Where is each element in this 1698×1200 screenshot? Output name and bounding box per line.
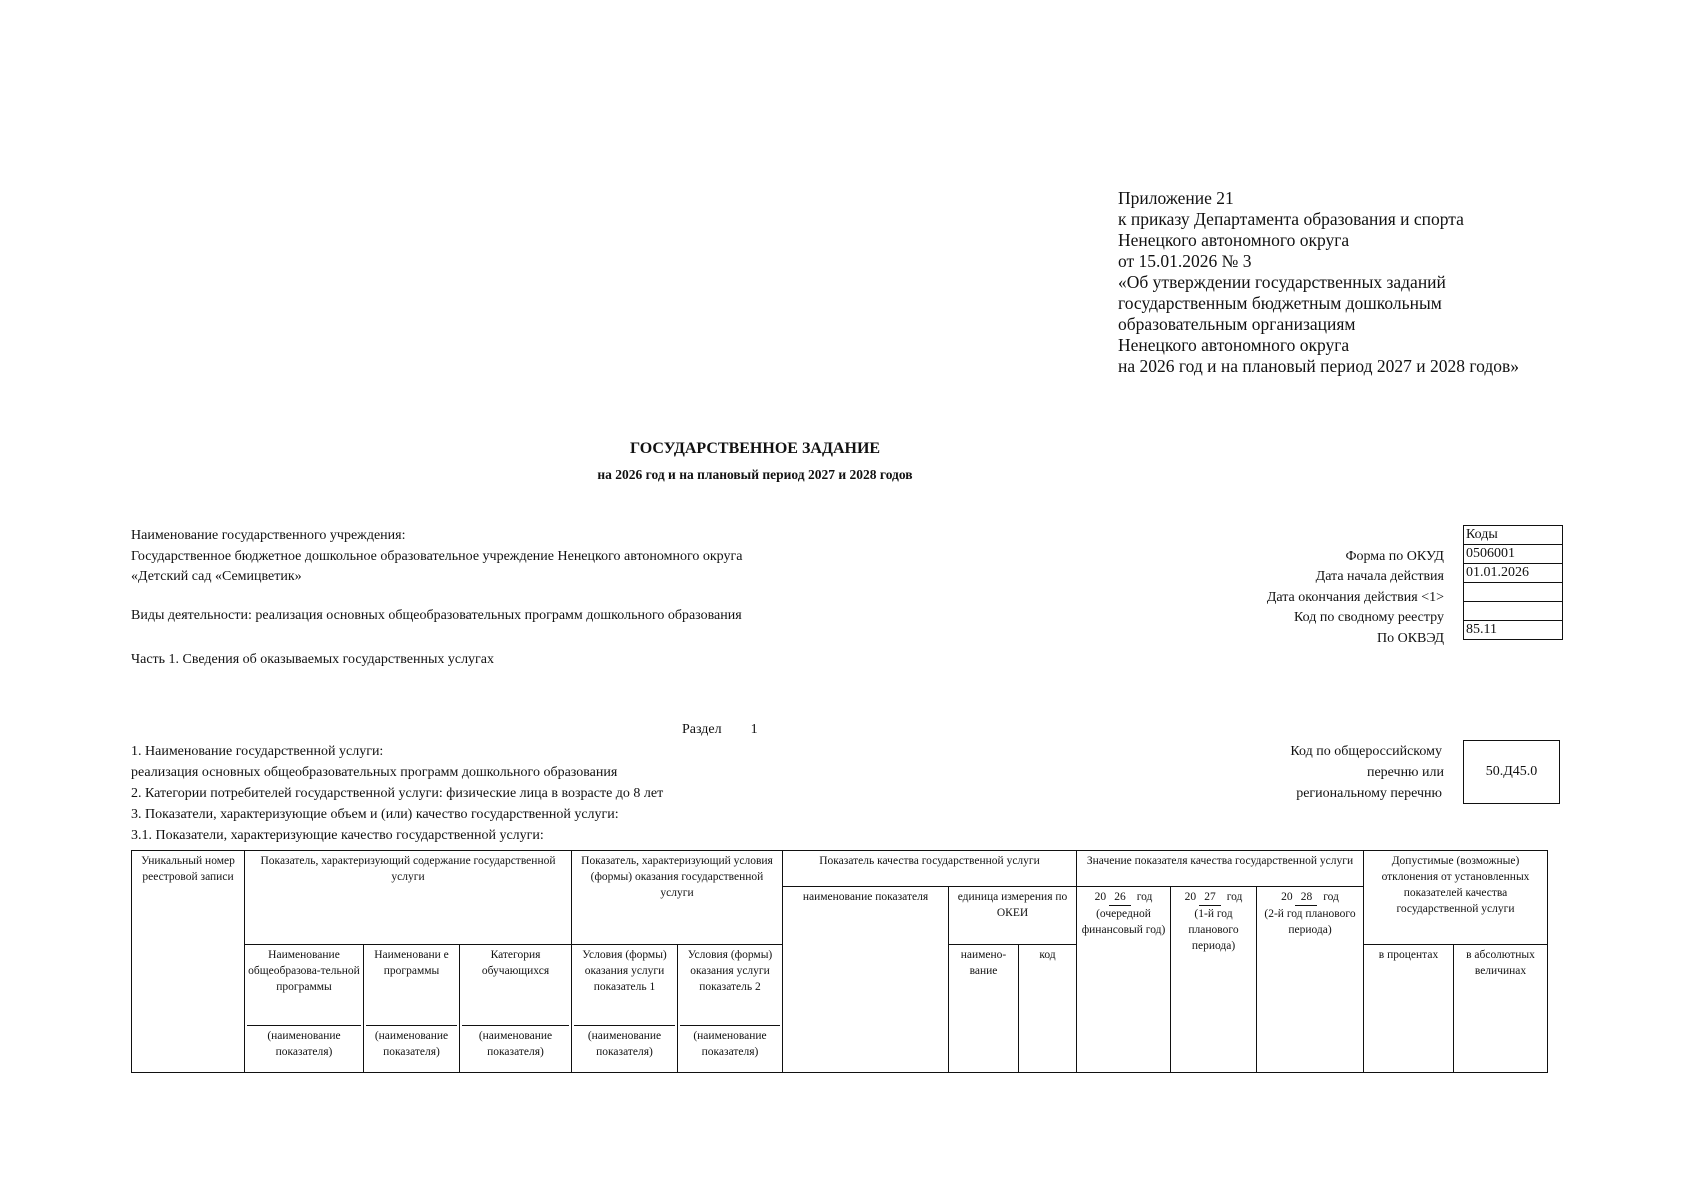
th-deviation-percent: в процентах [1364,945,1454,1073]
year-word: год [1136,891,1153,903]
document-title: ГОСУДАРСТВЕННОЕ ЗАДАНИЕ [629,440,881,457]
th-year-1 [1077,887,1171,1073]
service-name-label: 1. Наименование государственной услуги: [131,744,384,759]
code-label-start-date: Дата начала действия [1315,569,1444,584]
th-content-indicator: Показатель, характеризующий содержание государственной услуги [245,851,572,945]
code-label-registry: Код по сводному реестру [1294,610,1444,625]
code-okud: 0506001 [1464,545,1563,564]
th-unit-okei: единица измерения по ОКЕИ [949,887,1077,945]
section-label: Раздел [682,722,722,737]
code-label-okved: По ОКВЭД [1376,631,1444,646]
th-content-2 [364,945,460,1073]
institution-name-2: «Детский сад «Семицветик» [131,569,302,584]
th-unit-code: код [1019,945,1077,1073]
th-conditions-indicator: Показатель, характеризующий условия (формы) оказания государственной услуги [572,851,783,945]
document-subtitle: на 2026 год и на плановый период 2027 и 2028 годов [597,467,913,482]
section-heading [682,722,758,738]
appendix-line: «Об утверждении государственных заданий [1118,272,1446,292]
year-1-line [1079,889,1168,906]
service-code-label-1: Код по общероссийскому [1290,744,1442,759]
th-indicator-name: наименование показателя [783,887,949,1073]
year-3-note: (2-й год планового периода) [1264,908,1356,936]
code-label-end-date: Дата окончания действия <1> [1266,590,1444,605]
th-deviations: Допустимые (возможные) отклонения от установленных показателей качества государственной услуги [1364,851,1548,945]
code-okved: 85.11 [1464,621,1563,640]
th-quality-values: Значение показателя качества государственной услуги [1077,851,1364,887]
code-registry [1464,602,1563,621]
service-code-label-3: региональному перечню [1296,786,1442,801]
content-1-indicator-name: (наименование показателя) [247,1025,361,1060]
appendix-block [1118,188,1519,377]
content-2-label: Наименовани е программы [374,949,449,977]
quality-table [131,850,1548,1073]
service-code-label-2: перечню или [1366,765,1444,780]
th-year-2 [1171,887,1257,1073]
year-3-value: 28 [1295,889,1317,906]
appendix-line: к приказу Департамента образования и спорта [1118,209,1464,229]
th-quality-indicator: Показатель качества государственной услуги [783,851,1077,887]
year-1-value: 26 [1109,889,1131,906]
institution-name-1: Государственное бюджетное дошкольное образовательное учреждение Ненецкого автономного округа [131,549,743,564]
year-word: год [1323,891,1339,903]
th-content-1 [245,945,364,1073]
condition-2-label: Условия (формы) оказания услуги показатель 2 [687,949,773,993]
content-3-indicator-name: (наименование показателя) [462,1025,569,1060]
year-prefix: 20 [1184,891,1197,903]
th-condition-2 [678,945,783,1073]
th-year-3 [1257,887,1364,1073]
indicators-label: 3. Показатели, характеризующие объем и (или) качество государственной услуги: [131,807,619,822]
appendix-line: государственным бюджетным дошкольным [1118,293,1442,313]
consumer-category: 2. Категории потребителей государственной услуги: физические лица в возрасте до 8 лет [131,786,664,801]
year-prefix: 20 [1281,891,1293,903]
th-registry-number: Уникальный номер реестровой записи [132,851,245,1073]
part-heading: Часть 1. Сведения об оказываемых государственных услугах [131,652,495,667]
condition-2-indicator-name: (наименование показателя) [680,1025,780,1060]
code-start-date: 01.01.2026 [1464,564,1563,583]
year-2-note: (1-й год планового периода) [1188,908,1239,952]
year-prefix: 20 [1094,891,1107,903]
appendix-line: Приложение 21 [1118,188,1234,208]
content-3-label: Категория обучающихся [481,949,550,977]
condition-1-indicator-name: (наименование показателя) [574,1025,675,1060]
condition-1-label: Условия (формы) оказания услуги показатель 1 [582,949,667,993]
service-code-box: 50.Д45.0 [1463,740,1560,804]
code-label-okud: Форма по ОКУД [1345,549,1444,564]
codes-table [1463,525,1563,640]
activities: Виды деятельности: реализация основных общеобразовательных программ дошкольного образования [131,608,742,623]
year-3-line [1259,889,1361,906]
quality-indicators-label: 3.1. Показатели, характеризующие качество государственной услуги: [131,828,544,843]
appendix-line: образовательным организациям [1118,314,1356,334]
th-content-3 [460,945,572,1073]
appendix-line: Ненецкого автономного округа [1118,335,1350,355]
institution-label: Наименование государственного учреждения: [131,528,406,543]
appendix-line: от 15.01.2026 № 3 [1118,251,1252,271]
content-1-label: Наименование общеобразова-тельной программы [248,949,360,993]
year-2-value: 27 [1199,889,1221,906]
year-word: год [1226,891,1243,903]
codes-header: Коды [1464,526,1563,545]
appendix-line: на 2026 год и на плановый период 2027 и 2028 годов» [1118,356,1520,376]
content-2-indicator-name: (наименование показателя) [366,1025,457,1060]
code-end-date [1464,583,1563,602]
year-1-note: (очередной финансовый год) [1081,908,1166,936]
th-deviation-absolute: в абсолютных величинах [1454,945,1548,1073]
section-number: 1 [750,722,758,737]
appendix-line: Ненецкого автономного округа [1118,230,1350,250]
th-condition-1 [572,945,678,1073]
service-name-value: реализация основных общеобразовательных программ дошкольного образования [131,765,618,780]
year-2-line [1173,889,1254,906]
th-unit-name: наимено-вание [949,945,1019,1073]
